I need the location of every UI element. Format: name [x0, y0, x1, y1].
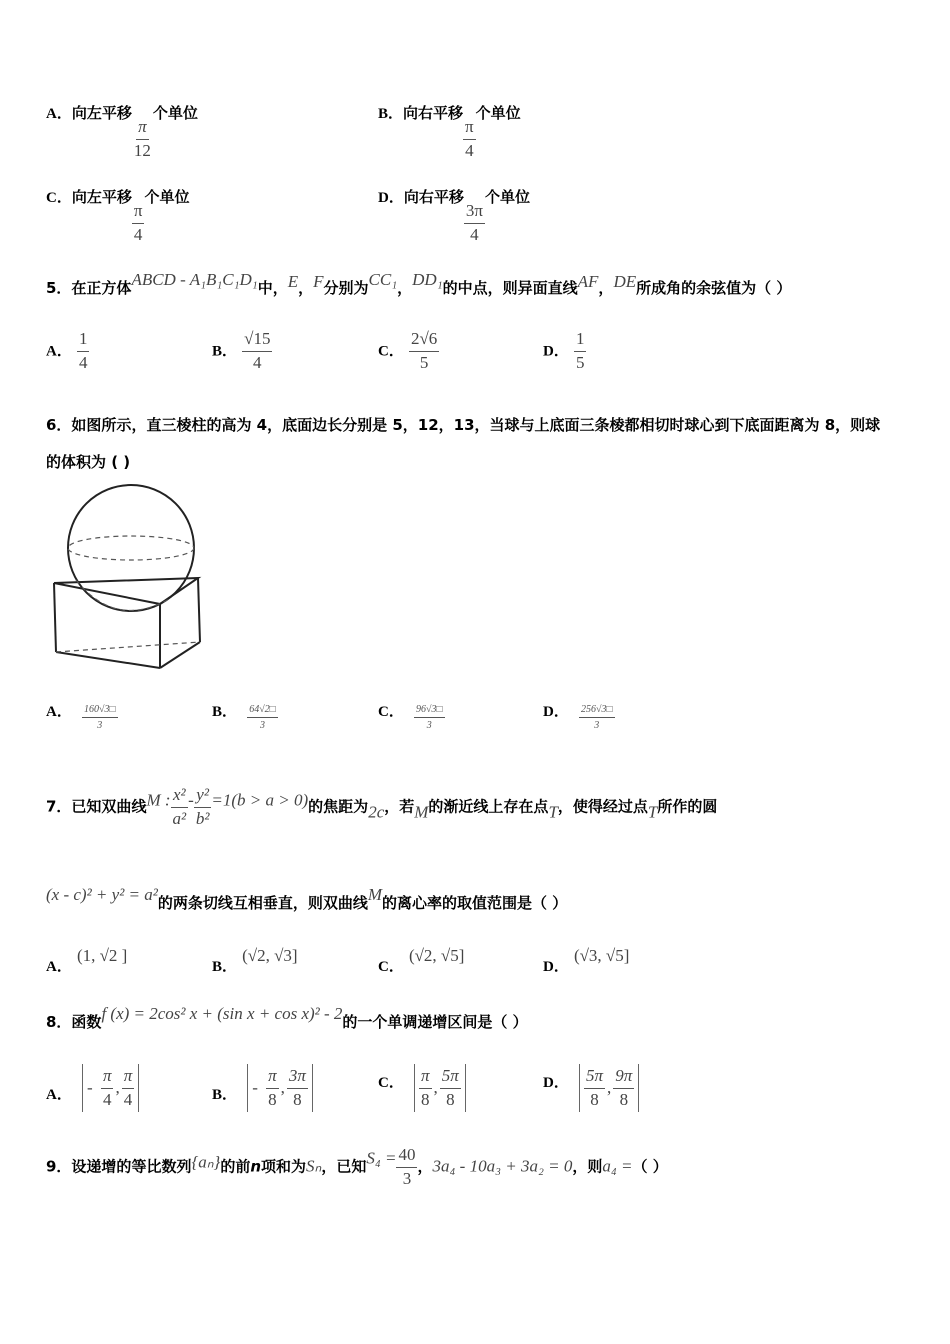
- fraction: $\frac{1}{4}$: [78, 329, 88, 372]
- fraction: $\frac{40}{3}$: [398, 1145, 416, 1188]
- prism-bottom-right: [160, 642, 200, 668]
- option-text: 向右平移: [403, 188, 464, 206]
- sphere-equator: [68, 536, 194, 560]
- q8-option-b: B． - $\frac{\pi}{8}$ , $\frac{3\pi}{8}$: [212, 1064, 313, 1112]
- option-text: 向左平移: [71, 188, 132, 206]
- fraction: $\frac{\pi}{12}$: [133, 117, 151, 160]
- option-label: A．: [46, 106, 72, 122]
- q6-option-c: C． $\frac{96√3□}{3}$: [378, 704, 443, 731]
- q5-option-d: D． $\frac{1}{5}$: [543, 329, 585, 372]
- option-text: 向左平移: [71, 104, 132, 122]
- sphere-outline: [68, 485, 194, 611]
- q4-option-c: [46, 186, 189, 244]
- function-expression: f (x) = 2cos² x + (sin x + cos x)² - 2: [101, 1004, 343, 1023]
- option-suffix: 个单位: [475, 104, 521, 122]
- q6-option-d: D． $\frac{256√3□}{3}$: [543, 704, 613, 731]
- q5-option-c: C． $\frac{2√6}{5}$: [378, 329, 438, 372]
- q7-option-d: D． (√3, √5]: [543, 946, 630, 975]
- math-cube: ABCD - A₁B₁C₁D₁: [131, 270, 258, 289]
- option-label: D．: [378, 190, 404, 206]
- q4-option-b: [378, 102, 521, 160]
- q7-stem-line2: (x - c)² + y² = a²的两条切线互相垂直，则双曲线M的离心率的取值范围是（ ）: [46, 885, 568, 912]
- prism-bottom-hidden: [56, 642, 200, 652]
- circle-equation: (x - c)² + y² = a²: [46, 885, 158, 904]
- fraction: $\frac{3\pi}{4}$: [465, 201, 483, 244]
- fraction: $\frac{256√3□}{3}$: [581, 704, 613, 731]
- fraction: $\frac{1}{5}$: [575, 329, 585, 372]
- fraction: $\frac{\text{y²}}{\text{b²}}$: [195, 785, 210, 828]
- q6-option-b: B． $\frac{64√2□}{3}$: [212, 704, 276, 731]
- interval: $\frac{5\pi}{8}$ , $\frac{9\pi}{8}$: [579, 1064, 639, 1112]
- option-suffix: 个单位: [144, 188, 190, 206]
- prism-edge-left: [54, 583, 56, 652]
- q9-stem: 9．设递增的等比数列{aₙ}的前n项和为Sₙ，已知S₄ = $\frac{40}{3}$ ，3a₄ - 10a₃ + 3a₂ = 0，则a₄ =（ ）: [46, 1145, 668, 1188]
- prism-edge-right: [198, 578, 200, 642]
- q6-option-a: A． $\frac{160√3□}{3}$: [46, 704, 116, 731]
- interval: $\frac{\pi}{8}$ , $\frac{5\pi}{8}$: [414, 1064, 466, 1112]
- fraction: $\frac{96√3□}{3}$: [416, 704, 443, 731]
- fraction: $\frac{64√2□}{3}$: [249, 704, 276, 731]
- q6-stem-line2: 的体积为 ( ): [46, 453, 131, 471]
- fraction: $\frac{√15}{4}$: [244, 329, 271, 372]
- q4-option-d: [378, 186, 530, 244]
- interval: - $\frac{\pi}{8}$ , $\frac{3\pi}{8}$: [247, 1064, 313, 1112]
- option-label: B．: [378, 106, 404, 122]
- q7-stem-line1: 7．已知双曲线M : $\frac{\text{x²}}{\text{a²}}$ - $\frac{\text{y²}}{\text{b²}}$ =1(b > a > 0)的焦距为2c，若M的渐近线上存在点T，使得经过点T所作的圆: [46, 785, 718, 828]
- prism-sphere-figure: [46, 480, 211, 675]
- option-label: C．: [46, 190, 72, 206]
- fraction: $\frac{160√3□}{3}$: [84, 704, 116, 731]
- q8-stem: 8．函数f (x) = 2cos² x + (sin x + cos x)² - 2的一个单调递增区间是（ ）: [46, 1004, 528, 1031]
- fraction: $\frac{\text{x²}}{\text{a²}}$: [172, 785, 187, 828]
- fraction: $\frac{\pi}{4}$: [133, 201, 143, 244]
- q8-option-a: A． - $\frac{\pi}{4}$ , $\frac{\pi}{4}$: [46, 1064, 139, 1112]
- fraction: $\frac{\pi}{4}$: [465, 117, 474, 160]
- fraction: $\frac{2√6}{5}$: [410, 329, 438, 372]
- option-text: 向右平移: [403, 104, 464, 122]
- prism-bottom-front: [56, 652, 160, 668]
- q7-option-a: A． (1, √2 ]: [46, 946, 128, 975]
- q5-stem: 5．在正方体ABCD - A₁B₁C₁D₁中，E，F分别为CC₁，DD₁的中点，则异面直线AF，DE所成角的余弦值为（ ）: [46, 270, 792, 297]
- option-suffix: 个单位: [484, 188, 530, 206]
- q7-option-b: B． (√2, √3]: [212, 946, 298, 975]
- q7-option-c: C． (√2, √5]: [378, 946, 465, 975]
- q5-option-b: B． $\frac{√15}{4}$: [212, 329, 271, 372]
- interval: - $\frac{\pi}{4}$ , $\frac{\pi}{4}$: [82, 1064, 139, 1112]
- q4-option-a: [46, 102, 198, 160]
- q6-stem-line1: 6．如图所示，直三棱柱的高为 4，底面边长分别是 5，12，13，当球与上底面三条棱都相切时球心到下底面距离为 8，则球: [46, 416, 881, 434]
- q5-option-a: A． $\frac{1}{4}$: [46, 329, 88, 372]
- q8-option-c: C． $\frac{\pi}{8}$ , $\frac{5\pi}{8}$: [378, 1064, 466, 1112]
- q8-option-d: D． $\frac{5\pi}{8}$ , $\frac{9\pi}{8}$: [543, 1064, 639, 1112]
- option-suffix: 个单位: [152, 104, 198, 122]
